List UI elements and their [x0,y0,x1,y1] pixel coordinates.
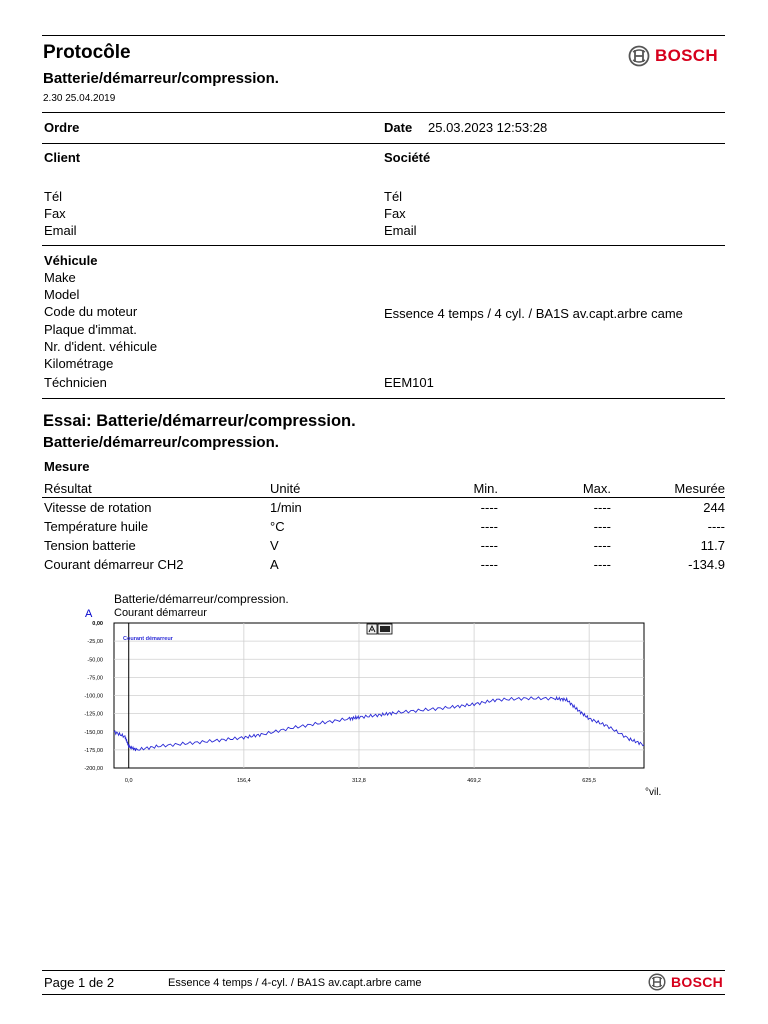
contact-rule [42,143,725,144]
cell-max: ---- [593,538,611,553]
table-row [44,519,725,537]
mesure-heading: Mesure [44,459,90,474]
y-axis-unit: A [85,608,93,620]
client-email-label: Email [44,223,77,238]
bottom-rule [42,994,725,995]
cell-min: ---- [480,519,498,534]
y-tick-label: -50,00 [87,657,103,664]
y-tick-label: -25,00 [87,639,103,646]
cell-mesuree: 244 [703,500,725,515]
footer-brand: BOSCH [671,974,724,990]
x-tick-label: 0,0 [124,778,133,784]
col-resultat: Résultat [44,481,92,496]
legend-label: Courant démarreur [123,636,173,642]
table-row [44,500,725,518]
client-label: Client [44,150,81,165]
cell-max: ---- [593,500,611,515]
results-header-rule [42,497,725,498]
test-title: Essai: Batterie/démarreur/compression. [43,412,356,430]
footer-bosch-logo [648,973,723,991]
report-subtitle: Batterie/démarreur/compression. [43,70,279,87]
top-rule [42,35,725,36]
footer-engine: Essence 4 temps / 4-cyl. / BA1S av.capt.arbre came [168,977,422,989]
x-tick-label: 469,2 [467,778,481,784]
software-version: 2.30 25.04.2019 [43,93,116,104]
vin-label: Nr. d'ident. véhicule [44,339,158,354]
cell-resultat: Tension batterie [44,538,136,553]
bosch-logo [628,45,718,67]
plate-label: Plaque d'immat. [44,322,137,337]
bosch-logo-icon [628,45,650,67]
y-tick-label: -75,00 [87,675,103,682]
y-tick-labels [84,621,103,772]
col-mesuree: Mesurée [674,481,725,496]
x-tick-labels [125,778,596,784]
y-tick-label: -150,00 [84,729,103,736]
technician-label: Téchnicien [44,375,107,390]
societe-email-label: Email [384,223,417,238]
col-unite: Unité [270,481,301,496]
vehicle-rule [42,245,725,246]
cell-unite: V [270,538,279,553]
societe-fax-label: Fax [384,206,406,221]
engine-code-label: Code du moteur [44,304,138,319]
societe-label: Société [384,150,431,165]
current-chart [0,585,768,800]
y-tick-label: -100,00 [84,693,103,700]
client-fax-label: Fax [44,206,66,221]
cell-max: ---- [593,557,611,572]
cell-mesuree: ---- [707,519,725,534]
societe-tel-label: Tél [384,189,403,204]
make-label: Make [44,270,76,285]
technician-value: EEM101 [384,375,434,390]
vehicle-heading: Véhicule [44,253,98,268]
engine-code-value: Essence 4 temps / 4 cyl. / BA1S av.capt.arbre came [384,306,683,321]
x-axis-unit: °vil. [645,787,662,798]
chart-title: Batterie/démarreur/compression. [114,592,289,606]
cell-min: ---- [480,538,498,553]
y-tick-label: -125,00 [84,711,103,718]
bosch-logo-icon [648,973,666,991]
col-max: Max. [582,481,611,496]
col-min: Min. [473,481,498,496]
cursor-tool-icon[interactable] [367,624,377,634]
cell-min: ---- [480,500,498,515]
test-subtitle: Batterie/démarreur/compression. [43,434,279,451]
page-title: Protocôle [43,42,131,63]
page-number: Page 1 de 2 [44,975,115,990]
footer-rule [42,970,725,971]
y-tick-label: -200,00 [84,766,103,772]
date-label: Date [384,120,413,135]
order-rule [42,112,725,113]
cell-resultat: Courant démarreur CH2 [44,557,184,572]
cell-mesuree: 11.7 [700,538,725,553]
reference-tool-icon[interactable] [378,624,392,634]
x-tick-label: 625,5 [582,778,597,784]
ordre-label: Ordre [44,120,80,135]
test-rule [42,398,725,399]
cell-min: ---- [480,557,498,572]
x-tick-label: 156,4 [236,778,251,784]
y-tick-label: -175,00 [84,747,103,754]
date-value: 25.03.2023 12:53:28 [428,120,548,135]
cell-unite: A [270,557,279,572]
table-row [44,557,725,575]
brand-name: BOSCH [655,46,718,65]
cell-unite: 1/min [270,500,302,515]
y-tick-label: 0,00 [92,621,103,627]
x-tick-label: 312,8 [352,778,366,784]
cell-resultat: Température huile [44,519,149,534]
chart-subtitle: Courant démarreur [114,607,207,619]
mileage-label: Kilométrage [44,356,114,371]
client-tel-label: Tél [44,189,63,204]
cell-unite: °C [270,519,285,534]
model-label: Model [44,287,80,302]
cell-resultat: Vitesse de rotation [44,500,152,515]
cell-mesuree: -134.9 [688,557,725,572]
cell-max: ---- [593,519,611,534]
table-row [44,538,725,556]
